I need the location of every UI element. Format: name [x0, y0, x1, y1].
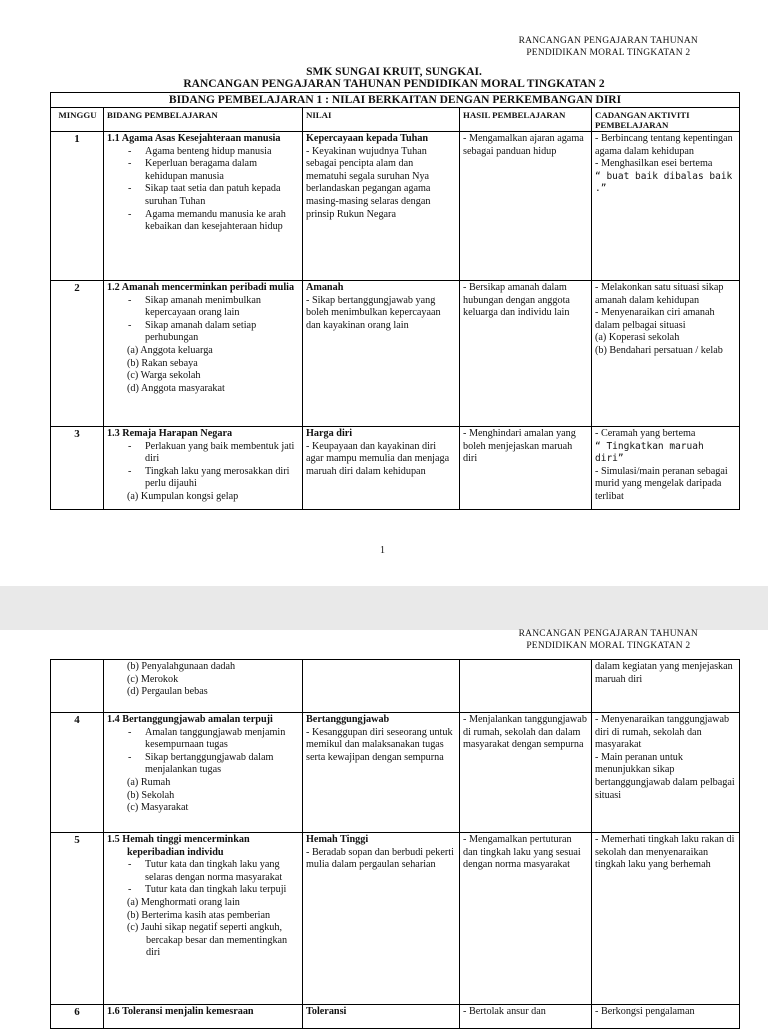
- outcome-cell: - Bersikap amanah dalam hubungan dengan anggota keluarga dan individu lain: [460, 281, 592, 427]
- topic-title: 1.3 Remaja Harapan Negara: [107, 428, 233, 439]
- value-name: Kepercayaan kepada Tuhan: [306, 133, 429, 144]
- topic-bullets: [107, 859, 299, 897]
- activity-cell: [592, 132, 740, 281]
- list-item: (a) Menghormati orang lain: [127, 896, 240, 908]
- list-item: - Tingkah laku yang merosakkan diri perlu dijauhi: [145, 466, 299, 491]
- list-item: - Sikap bertanggungjawab dalam menjalankan tugas: [145, 752, 299, 777]
- week-number: 3: [51, 427, 104, 510]
- value-cell: [303, 713, 460, 833]
- topic-subitems: [107, 897, 299, 960]
- plan-table-page-1: [50, 92, 740, 510]
- table-row: [51, 132, 740, 281]
- plan-title: RANCANGAN PENGAJARAN TAHUNAN PENDIDIKAN MORAL TINGKATAN 2: [183, 78, 605, 90]
- list-item: (a) Kumpulan kongsi gelap: [127, 490, 239, 502]
- col-header-minggu: MINGGU: [51, 108, 104, 132]
- activity-text: - Melakonkan satu situasi sikap amanah dalam kehidupan: [595, 282, 724, 306]
- topic-title: 1.6 Toleransi menjalin kemesraan: [107, 1006, 254, 1017]
- list-item: - Agama memandu manusia ke arah kebaikan dan kesejahteraan hidup: [145, 209, 299, 234]
- table-row: [51, 281, 740, 427]
- list-item: (b) Berterima kasih atas pemberian: [127, 909, 271, 921]
- learning-area-cell: [104, 713, 303, 833]
- learning-area-cell: [104, 660, 303, 713]
- activity-cell: - Berkongsi pengalaman: [592, 1005, 740, 1029]
- table-row: [51, 660, 740, 713]
- running-header-line-1: RANCANGAN PENGAJARAN TAHUNAN: [518, 36, 698, 46]
- list-item: - Sikap amanah dalam setiap perhubungan: [145, 320, 299, 345]
- list-item: - Agama benteng hidup manusia: [145, 146, 299, 159]
- activity-text: - Ceramah yang bertema: [595, 428, 696, 439]
- document-title: [50, 66, 738, 90]
- value-name: Bertanggungjawab: [306, 714, 390, 725]
- value-cell: [303, 833, 460, 1005]
- page-gap: [0, 586, 768, 630]
- topic-bullets: [107, 295, 299, 345]
- learning-area-cell: [104, 427, 303, 510]
- week-number: 5: [51, 833, 104, 1005]
- running-header-page-2: [519, 628, 698, 652]
- topic-bullets: [107, 441, 299, 491]
- activity-text: - Berbincang tentang kepentingan agama dalam kehidupan: [595, 133, 733, 157]
- value-description: - Beradab sopan dan berbudi pekerti mulia dalam pergaulan seharian: [306, 846, 454, 871]
- col-header-cadangan: CADANGAN AKTIVITI PEMBELAJARAN: [592, 108, 740, 132]
- learning-area-cell: [104, 833, 303, 1005]
- value-cell: [303, 660, 460, 713]
- value-description: - Keupayaan dan kayakinan diri agar mampu memulia dan menjaga maruah diri dalam kehidupan: [306, 440, 450, 477]
- plan-table-page-2: [50, 659, 740, 1029]
- week-number: 6: [51, 1005, 104, 1029]
- list-item: (a) Rumah: [127, 776, 171, 788]
- list-item: (b) Sekolah: [127, 789, 175, 801]
- week-number: 2: [51, 281, 104, 427]
- topic-subitems: [107, 491, 299, 504]
- outcome-cell: - Mengamalkan pertuturan dan tingkah laku yang sesuai dengan norma masyarakat: [460, 833, 592, 1005]
- list-item: (b) Rakan sebaya: [127, 357, 198, 369]
- topic-title: 1.4 Bertanggungjawab amalan terpuji: [107, 714, 273, 725]
- activity-cell: [592, 281, 740, 427]
- activity-text: (b) Bendahari persatuan / kelab: [595, 344, 723, 356]
- activity-cell: [592, 713, 740, 833]
- list-item: (c) Warga sekolah: [127, 370, 201, 382]
- activity-cell: - Memerhati tingkah laku rakan di sekolah dan menyenaraikan tingkah laku yang berhemah: [592, 833, 740, 1005]
- learning-area-cell: [104, 132, 303, 281]
- outcome-cell: - Menghindari amalan yang boleh menjejaskan maruah diri: [460, 427, 592, 510]
- activity-text: (a) Koperasi sekolah: [595, 332, 680, 344]
- topic-subitems: [107, 661, 299, 699]
- week-number: [51, 660, 104, 713]
- list-item: - Amalan tanggungjawab menjamin kesempurnaan tugas: [145, 727, 299, 752]
- page-number: 1: [380, 545, 385, 556]
- topic-title: 1.2 Amanah mencerminkan peribadi mulia: [107, 282, 295, 293]
- value-name: Amanah: [306, 282, 344, 293]
- list-item: - Perlakuan yang baik membentuk jati diri: [145, 441, 299, 466]
- value-cell: [303, 1005, 460, 1029]
- activity-text: - Simulasi/main peranan sebagai murid yang mengelak daripada terlibat: [595, 465, 728, 502]
- value-name: Toleransi: [306, 1006, 347, 1017]
- value-description: - Keyakinan wujudnya Tuhan sebagai pencipta alam dan mematuhi segala suruhan Nya berlandaskan pegangan agama masing-masing selaras dengan prinsip Rukun Negara: [306, 145, 431, 220]
- running-header-line-2: PENDIDIKAN MORAL TINGKATAN 2: [526, 48, 691, 58]
- table-row: [51, 1005, 740, 1029]
- outcome-cell: - Bertolak ansur dan: [460, 1005, 592, 1029]
- list-item: - Sikap taat setia dan patuh kepada suruhan Tuhan: [145, 183, 299, 208]
- activity-text: - Main peranan untuk menunjukkan sikap bertanggungjawab dalam pelbagai situasi: [595, 751, 735, 801]
- week-number: 4: [51, 713, 104, 833]
- topic-title: 1.1 Agama Asas Kesejahteraan manusia: [107, 133, 281, 144]
- list-item: (c) Merokok: [127, 673, 179, 685]
- list-item: (b) Penyalahgunaan dadah: [127, 661, 236, 672]
- list-item: (d) Pergaulan bebas: [127, 686, 208, 698]
- activity-text: - Menyenaraikan tanggungjawab diri di rumah, sekolah dan masyarakat: [595, 714, 730, 751]
- activity-theme: “ buat baik dibalas baik .”: [595, 170, 733, 195]
- topic-bullets: [107, 146, 299, 234]
- value-cell: [303, 132, 460, 281]
- week-number: 1: [51, 132, 104, 281]
- activity-cell: [592, 427, 740, 510]
- table-header-row: [51, 108, 740, 132]
- col-header-hasil: HASIL PEMBELAJARAN: [460, 108, 592, 132]
- topic-subitems: [107, 345, 299, 395]
- topic-title: 1.5 Hemah tinggi mencerminkan keperibadian individu: [107, 834, 250, 858]
- table-row: [51, 427, 740, 510]
- activity-theme: “ Tingkatkan maruah diri”: [595, 440, 704, 465]
- value-description: - Kesanggupan diri seseorang untuk memikul dan malaksanakan tugas serta kewajipan dengan sempurna: [306, 726, 453, 763]
- col-header-bidang: BIDANG PEMBELAJARAN: [104, 108, 303, 132]
- activity-text: - Menyenaraikan ciri amanah dalam pelbagai situasi: [595, 307, 715, 331]
- learning-area-heading: BIDANG PEMBELAJARAN 1 : NILAI BERKAITAN DENGAN PERKEMBANGAN DIRI: [51, 93, 740, 108]
- topic-bullets: [107, 727, 299, 777]
- list-item: - Tutur kata dan tingkah laku terpuji: [145, 884, 299, 897]
- topic-subitems: [107, 777, 299, 815]
- running-header-page-1: [519, 35, 698, 59]
- list-item: (c) Masyarakat: [127, 802, 189, 814]
- col-header-nilai: NILAI: [303, 108, 460, 132]
- value-name: Harga diri: [306, 428, 353, 439]
- list-item: - Tutur kata dan tingkah laku yang selaras dengan norma masyarakat: [145, 859, 299, 884]
- list-item: (c) Jauhi sikap negatif seperti angkuh, bercakap besar dan mementingkan diri: [127, 922, 288, 959]
- activity-cell: dalam kegiatan yang menjejaskan maruah diri: [592, 660, 740, 713]
- value-name: Hemah Tinggi: [306, 834, 369, 845]
- outcome-cell: - Menjalankan tanggungjawab di rumah, sekolah dan dalam masyarakat dengan sempurna: [460, 713, 592, 833]
- list-item: - Keperluan beragama dalam kehidupan manusia: [145, 158, 299, 183]
- value-cell: [303, 281, 460, 427]
- activity-text: - Menghasilkan esei bertema: [595, 158, 713, 170]
- value-cell: [303, 427, 460, 510]
- list-item: - Sikap amanah menimbulkan kepercayaan orang lain: [145, 295, 299, 320]
- list-item: (a) Anggota keluarga: [127, 344, 213, 356]
- running-header-line-1: RANCANGAN PENGAJARAN TAHUNAN: [518, 629, 698, 639]
- learning-area-cell: [104, 281, 303, 427]
- table-row: [51, 833, 740, 1005]
- running-header-line-2: PENDIDIKAN MORAL TINGKATAN 2: [526, 641, 691, 651]
- value-description: - Sikap bertanggungjawab yang boleh menimbulkan kepercayaan dan kayakinan orang lain: [306, 294, 441, 331]
- table-row: [51, 713, 740, 833]
- outcome-cell: [460, 660, 592, 713]
- list-item: (d) Anggota masyarakat: [127, 382, 225, 394]
- learning-area-cell: [104, 1005, 303, 1029]
- outcome-cell: - Mengamalkan ajaran agama sebagai panduan hidup: [460, 132, 592, 281]
- school-name: SMK SUNGAI KRUIT, SUNGKAI.: [306, 66, 482, 78]
